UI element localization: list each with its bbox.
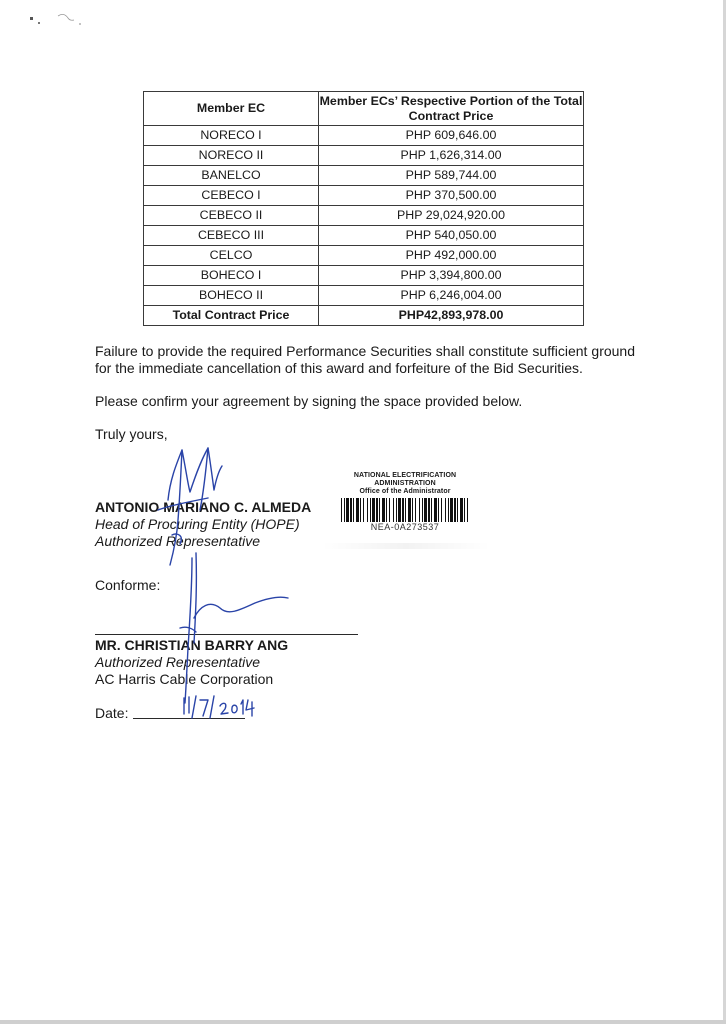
stamp-office-line: Office of the Administrator	[359, 488, 451, 495]
table-row	[144, 166, 584, 186]
table-header-row	[144, 92, 584, 126]
member-ec-cell: BANELCO	[144, 166, 319, 186]
total-value-cell: PHP42,893,978.00	[319, 306, 584, 326]
scan-specks	[28, 10, 88, 30]
table-row	[144, 246, 584, 266]
stamp-shadow	[322, 543, 490, 549]
conforme-company: AC Harris Cable Corporation	[95, 671, 274, 687]
portion-cell: PHP 1,626,314.00	[319, 146, 584, 166]
portion-cell: PHP 6,246,004.00	[319, 286, 584, 306]
contract-price-table	[143, 91, 584, 326]
portion-cell: PHP 29,024,920.00	[319, 206, 584, 226]
portion-cell: PHP 370,500.00	[319, 186, 584, 206]
table-row	[144, 186, 584, 206]
signature-line	[95, 634, 358, 635]
portion-cell: PHP 540,050.00	[319, 226, 584, 246]
portion-cell: PHP 3,394,800.00	[319, 266, 584, 286]
portion-cell: PHP 609,646.00	[319, 126, 584, 146]
member-ec-cell: NORECO II	[144, 146, 319, 166]
column-header: Member EC	[144, 92, 319, 126]
table-row	[144, 146, 584, 166]
conforme-name: MR. CHRISTIAN BARRY ANG	[95, 637, 289, 653]
member-ec-cell: CEBECO II	[144, 206, 319, 226]
stamp-agency-line: NATIONAL ELECTRIFICATION	[353, 472, 457, 479]
table-row	[144, 286, 584, 306]
portion-cell: PHP 589,744.00	[319, 166, 584, 186]
closing-salutation: Truly yours,	[95, 426, 168, 442]
conforme-label: Conforme:	[95, 577, 161, 593]
portion-cell: PHP 492,000.00	[319, 246, 584, 266]
table-row	[144, 226, 584, 246]
tracking-number: NEA-0A273537	[370, 522, 440, 532]
page-edge	[0, 1020, 726, 1024]
signatory-name: ANTONIO MARIANO C. ALMEDA	[95, 499, 312, 515]
barcode-icon	[340, 498, 470, 522]
member-ec-cell: CEBECO III	[144, 226, 319, 246]
member-ec-cell: NORECO I	[144, 126, 319, 146]
total-row	[144, 306, 584, 326]
column-header: Member ECs’ Respective Portion of the Total Contract Price	[319, 92, 584, 126]
date-label: Date:	[95, 705, 129, 721]
total-label-cell: Total Contract Price	[144, 306, 319, 326]
table-row	[144, 206, 584, 226]
performance-security-paragraph: Failure to provide the required Performance Securities shall constitute sufficient ground for the immediate cancellation of this award and forfeiture of the Bid Securities.	[95, 343, 635, 376]
member-ec-cell: BOHECO II	[144, 286, 319, 306]
member-ec-cell: BOHECO I	[144, 266, 319, 286]
member-ec-cell: CEBECO I	[144, 186, 319, 206]
conforme-title: Authorized Representative	[95, 654, 260, 670]
receiving-stamp	[338, 472, 472, 533]
table-row	[144, 266, 584, 286]
signatory-title: Head of Procuring Entity (HOPE)	[95, 516, 300, 532]
confirmation-paragraph: Please confirm your agreement by signing the space provided below.	[95, 393, 523, 409]
member-ec-cell: CELCO	[144, 246, 319, 266]
date-line	[133, 718, 245, 719]
stamp-agency-line: ADMINISTRATION	[374, 480, 436, 487]
table-row	[144, 126, 584, 146]
signatory-role: Authorized Representative	[95, 533, 260, 549]
